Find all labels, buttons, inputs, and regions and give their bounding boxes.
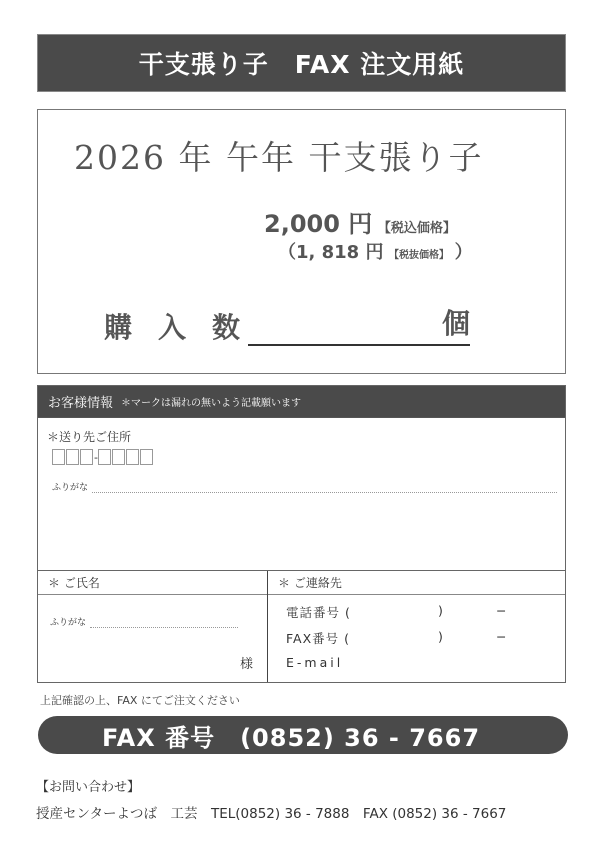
phone-field[interactable]: 電話番号 ( ) −	[286, 603, 508, 620]
contact-column	[268, 571, 565, 682]
fax-label: FAX番号 (	[286, 631, 351, 646]
required-note: ＊マークは漏れの無いよう記載願います	[121, 398, 302, 409]
phone-label: 電話番号 (	[286, 605, 351, 620]
price-excl-note: 【税抜価格】	[389, 250, 450, 261]
price-incl-tax	[264, 204, 456, 239]
price-incl-value: 2,000 円	[264, 210, 373, 238]
address-furigana-field[interactable]	[52, 480, 557, 493]
zip-digit-box[interactable]	[98, 449, 111, 465]
quantity-row	[104, 306, 470, 346]
price-incl-note: 【税込価格】	[377, 221, 456, 236]
contact-label: ＊ ご連絡先	[268, 571, 565, 595]
zip-digit-box[interactable]	[140, 449, 153, 465]
name-suffix: 様	[239, 657, 253, 672]
customer-info-section	[37, 385, 566, 683]
name-furigana-label: ふりがな	[50, 618, 87, 628]
name-furigana-field[interactable]	[50, 615, 238, 628]
postal-code-field[interactable]	[52, 449, 154, 465]
price-excl-value: （1, 818 円	[278, 242, 384, 263]
name-label: ＊ ご氏名	[38, 571, 267, 595]
zip-dash: -	[94, 450, 98, 464]
inquiry-contact: 授産センターよつば 工芸 TEL(0852) 36 - 7888 FAX (0852) 36 - 7667	[36, 806, 507, 822]
fax-field[interactable]: FAX番号 ( ) −	[286, 629, 508, 646]
price-excl-tax: （1, 818 円 【税抜価格】 ）	[278, 242, 473, 263]
product-section	[37, 109, 566, 374]
customer-info-header	[38, 386, 565, 418]
form-title-banner	[37, 34, 566, 92]
dotted-line	[90, 619, 238, 628]
fax-number: FAX 番号 (0852) 36 - 7667	[102, 723, 481, 752]
zip-digit-box[interactable]	[52, 449, 65, 465]
zip-digit-box[interactable]	[66, 449, 79, 465]
inquiry-title: 【お問い合わせ】	[36, 780, 141, 795]
quantity-unit: 個	[442, 307, 471, 340]
form-title: 干支張り子 FAX 注文用紙	[138, 50, 465, 79]
email-field[interactable]	[286, 655, 343, 670]
dotted-line	[92, 484, 557, 493]
zip-digit-box[interactable]	[112, 449, 125, 465]
fax-number-banner	[38, 716, 568, 754]
quantity-field[interactable]	[248, 307, 471, 346]
email-label: E-mail	[286, 655, 344, 670]
customer-info-title: お客様情報	[48, 396, 114, 411]
zip-digit-box[interactable]	[80, 449, 93, 465]
name-contact-row	[38, 570, 565, 682]
address-label: ＊送り先ご住所	[47, 430, 132, 444]
address-furigana-label: ふりがな	[52, 483, 89, 493]
name-column	[38, 571, 268, 682]
product-title: 2026 年 午年 干支張り子	[74, 138, 484, 177]
quantity-label: 購入数	[104, 311, 267, 344]
instruction-note: 上記確認の上、FAX にてご注文ください	[40, 694, 240, 707]
zip-digit-box[interactable]	[126, 449, 139, 465]
